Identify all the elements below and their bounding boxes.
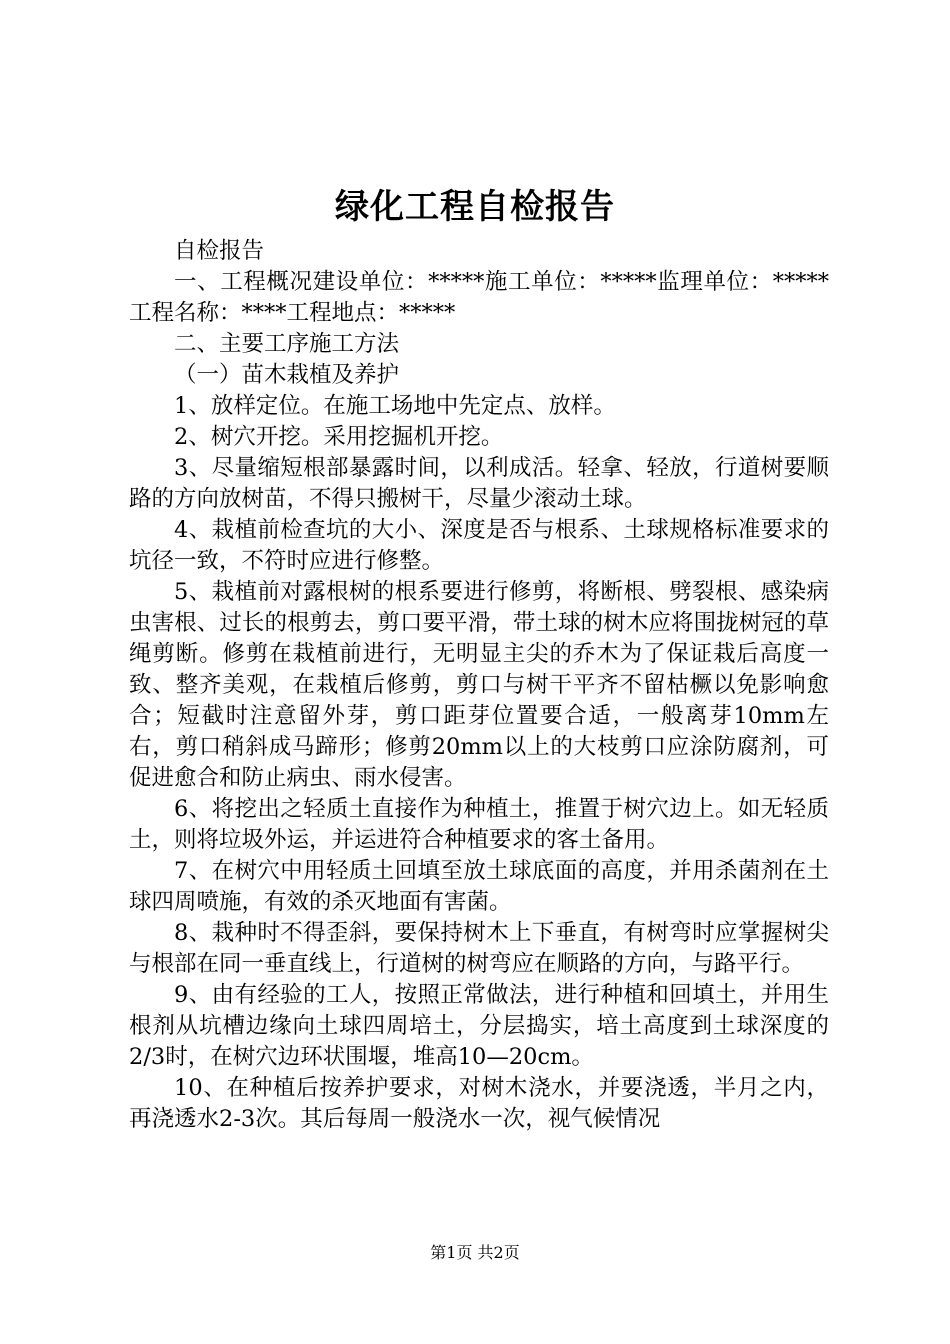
paragraph-overview: 一、工程概况建设单位：*****施工单位：*****监理单位：*****工程名称：****工程地点：***** [129, 269, 829, 326]
paragraph-item-4: 4、栽植前检查坑的大小、深度是否与根系、土球规格标准要求的坑径一致，不符时应进行修整。 [129, 517, 829, 574]
paragraph-heading: 自检报告 [174, 238, 265, 264]
paragraph-item-9: 9、由有经验的工人，按照正常做法，进行种植和回填土，并用生根剂从坑槽边缘向土球四周培土，分层捣实，培土高度到土球深度的2/3时，在树穴边环状围堰，堆高10—20cm。 [129, 982, 829, 1070]
paragraph-subsection-title: （一）苗木栽植及养护 [174, 362, 400, 388]
paragraph-item-7: 7、在树穴中用轻质土回填至放土球底面的高度，并用杀菌剂在土球四周喷施，有效的杀灭地面有害菌。 [129, 858, 829, 915]
paragraph-item-10: 10、在种植后按养护要求，对树木浇水，并要浇透，半月之内，再浇透水2-3次。其后每周一般浇水一次，视气候情况 [129, 1075, 829, 1132]
paragraph-item-5: 5、栽植前对露根树的根系要进行修剪，将断根、劈裂根、感染病虫害根、过长的根剪去，剪口要平滑，带土球的树木应将围拢树冠的草绳剪断。修剪在栽植前进行，无明显主尖的乔木为了保证栽后高度一致、整齐美观，在栽植后修剪，剪口与树干平齐不留枯橛以免影响愈合；短截时注意留外芽，剪口距芽位置要合适，一般离芽10mm左右，剪口稍斜成马蹄形；修剪20mm以上的大枝剪口应涂防腐剂，可促进愈合和防止病虫、雨水侵害。 [129, 579, 829, 791]
paragraph-section-title: 二、主要工序施工方法 [174, 331, 400, 357]
document-body [129, 236, 829, 1135]
paragraph-item-2: 2、树穴开挖。采用挖掘机开挖。 [174, 424, 504, 450]
paragraph-item-8: 8、栽种时不得歪斜，要保持树木上下垂直，有树弯时应掌握树尖与根部在同一垂直线上，行道树的树弯应在顺路的方向，与路平行。 [129, 920, 829, 977]
document-title: 绿化工程自检报告 [335, 187, 615, 227]
paragraph-item-1: 1、放样定位。在施工场地中先定点、放样。 [174, 393, 616, 419]
paragraph-item-6: 6、将挖出之轻质土直接作为种植土，推置于树穴边上。如无轻质土，则将垃圾外运，并运进符合种植要求的客土备用。 [129, 796, 829, 853]
paragraph-item-3: 3、尽量缩短根部暴露时间，以利成活。轻拿、轻放，行道树要顺路的方向放树苗，不得只搬树干，尽量少滚动土球。 [129, 455, 829, 512]
page-number-footer: 第1页 共2页 [430, 1243, 520, 1262]
